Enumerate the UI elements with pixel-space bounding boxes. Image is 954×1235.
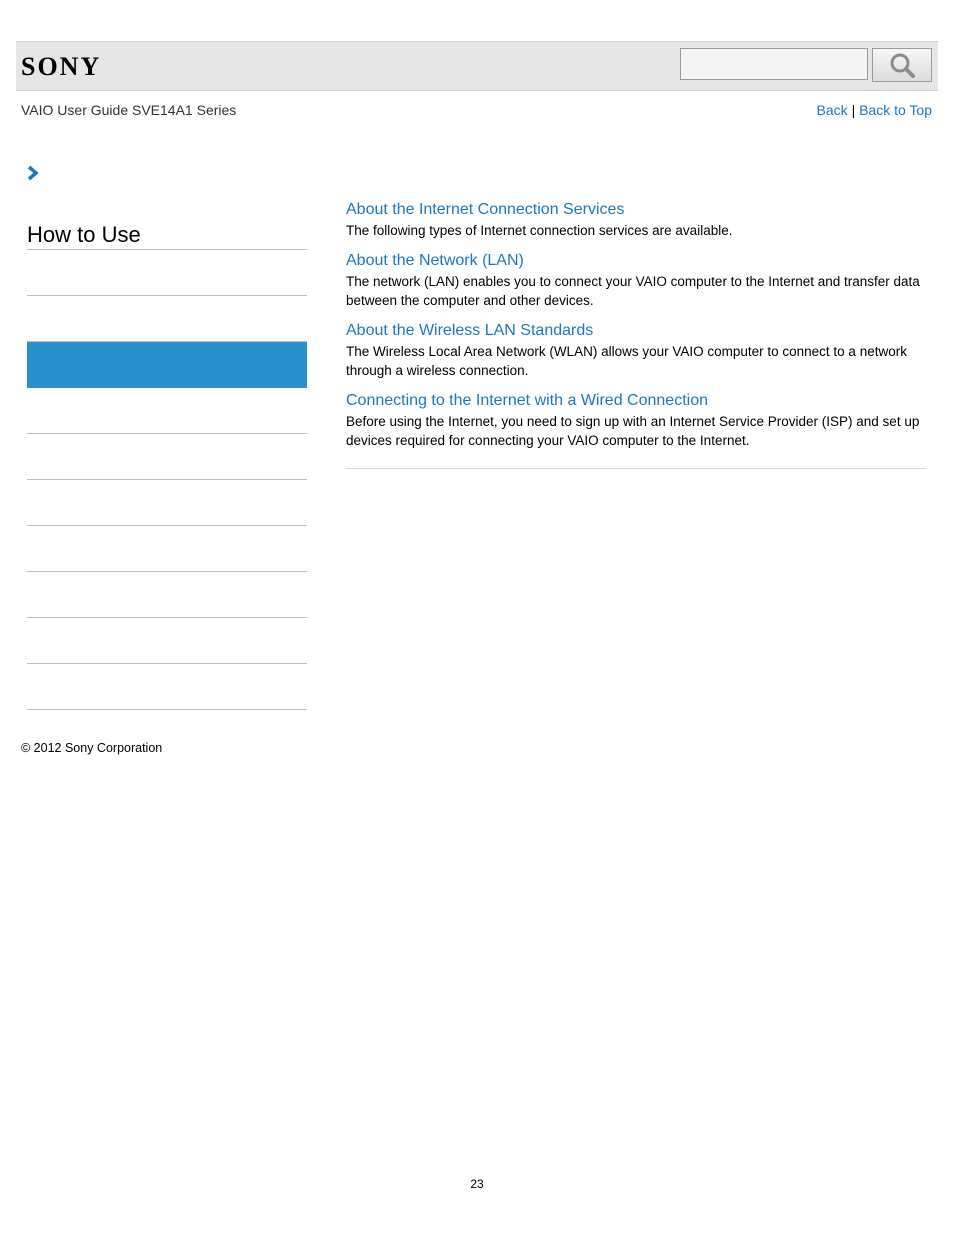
page-number: 23	[470, 1177, 484, 1191]
header-bar	[16, 41, 938, 91]
chevron-right-icon	[26, 165, 40, 181]
sidebar-item-10[interactable]	[27, 664, 307, 710]
topic-link-wireless-lan[interactable]: About the Wireless LAN Standards	[346, 322, 594, 339]
search-button[interactable]	[872, 48, 932, 82]
copyright: © 2012 Sony Corporation	[21, 741, 163, 755]
sidebar-item-9[interactable]	[27, 618, 307, 664]
back-to-top-link[interactable]: Back to Top	[859, 102, 932, 118]
topic-entry	[346, 321, 926, 380]
sidebar-item-8[interactable]	[27, 572, 307, 618]
topic-entry	[346, 391, 926, 450]
sidebar-item-4[interactable]	[27, 388, 307, 434]
sidebar-item-6[interactable]	[27, 480, 307, 526]
topic-description: Before using the Internet, you need to sign up with an Internet Service Provider (ISP) and set up devices required for connecting your VAIO computer to the Internet.	[346, 414, 920, 448]
topic-description: The following types of Internet connection services are available.	[346, 223, 733, 238]
topic-link-internet-services[interactable]: About the Internet Connection Services	[346, 201, 625, 218]
sidebar-item-5[interactable]	[27, 434, 307, 480]
topic-description: The Wireless Local Area Network (WLAN) allows your VAIO computer to connect to a network through a wireless connection.	[346, 344, 907, 378]
subheader-nav	[817, 102, 932, 118]
sony-logo: SONY	[21, 52, 102, 81]
search-icon	[889, 52, 915, 78]
divider	[346, 468, 926, 469]
main-content	[346, 200, 926, 469]
sidebar-item-1[interactable]	[27, 250, 307, 296]
guide-title: VAIO User Guide SVE14A1 Series	[21, 102, 237, 118]
sidebar-item-2[interactable]	[27, 296, 307, 342]
topic-entry	[346, 251, 926, 310]
sidebar-item-7[interactable]	[27, 526, 307, 572]
topic-description: The network (LAN) enables you to connect your VAIO computer to the Internet and transfer data between the computer and other devices.	[346, 274, 920, 308]
topic-link-network-lan[interactable]: About the Network (LAN)	[346, 252, 524, 269]
topic-entry	[346, 200, 926, 240]
back-link[interactable]: Back	[816, 102, 848, 118]
search-input[interactable]	[680, 48, 868, 80]
sidebar-item-active[interactable]	[27, 342, 307, 388]
breadcrumb[interactable]	[26, 165, 40, 186]
topic-link-wired-connection[interactable]: Connecting to the Internet with a Wired Connection	[346, 392, 708, 409]
nav-separator: |	[851, 102, 856, 118]
sidebar	[27, 220, 307, 710]
sidebar-title: How to Use	[27, 220, 307, 250]
